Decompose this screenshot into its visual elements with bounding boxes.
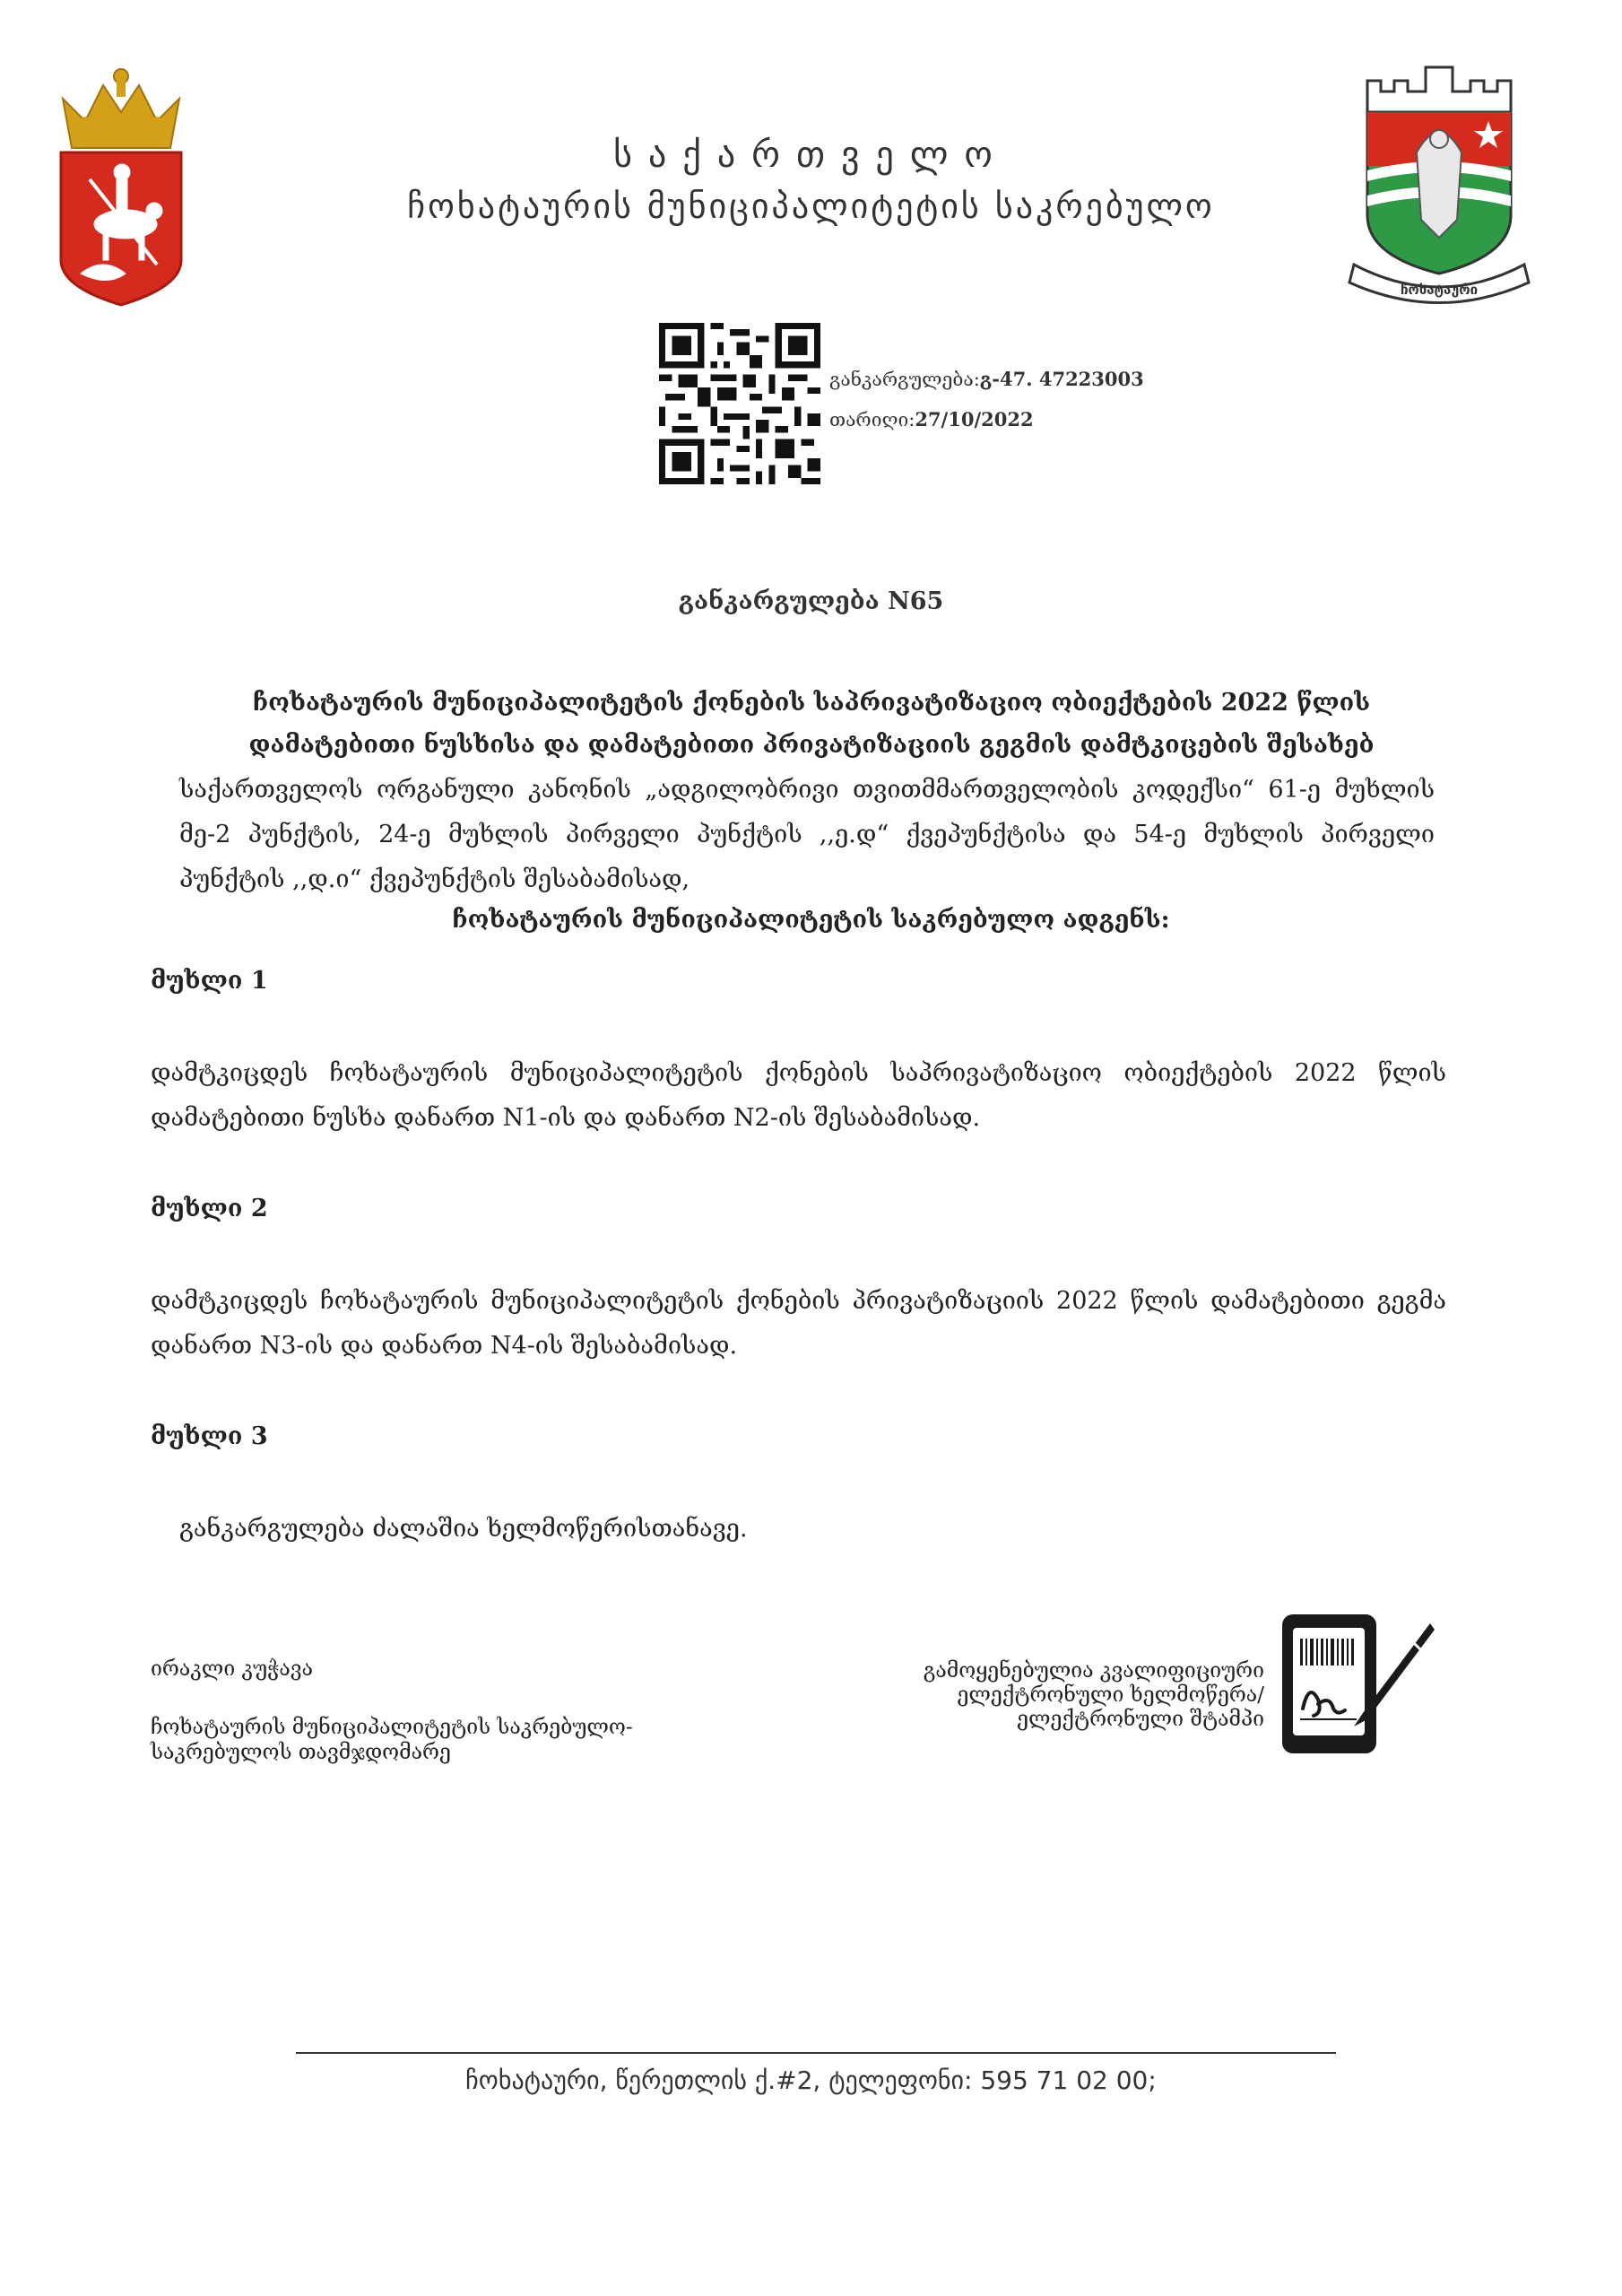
qr-code-icon xyxy=(659,323,820,484)
signatory-title: ჩოხატაურის მუნიციპალიტეტის საკრებულო-საკრებულოს თავმჯდომარე xyxy=(151,1716,633,1764)
footer-address: ჩოხატაური, წერეთლის ქ.#2, ტელეფონი: 595 71 02 00; xyxy=(465,2066,1157,2095)
document-preamble: საქართველოს ორგანული კანონის „ადგილობრივი თვითმმართველობის კოდექსი“ 61-ე მუხლის მე-2 პუნქტის, 24-ე მუხლის პირველი პუნქტის ,,ე.დ“ ქვეპუნქტისა და 54-ე მუხლის პირველი პუნქტის ,,დ.ი“ ქვეპუნქტის შესაბამისად, xyxy=(179,776,1435,893)
signatory-name: ირაკლი კუჭავა xyxy=(151,1657,314,1681)
registration-date-value: 27/10/2022 xyxy=(915,408,1034,430)
electronic-signature-icon xyxy=(1278,1610,1435,1758)
header-council: ჩოხატაურის მუნიციპალიტეტის საკრებულო xyxy=(407,187,1215,226)
article-3-heading: მუხლი 3 xyxy=(151,1422,268,1450)
header-country: საქართველო xyxy=(613,135,1009,176)
registration-number-value: გ-47. 47223003 xyxy=(979,368,1144,390)
document-subject: ჩოხატაურის მუნიციპალიტეტის ქონების საპრივატიზაციო ობიექტების 2022 წლის დამატებითი ნუსხისა და დამატებითი პრივატიზაციის გეგმის დამტკიცების შესახებ xyxy=(248,689,1375,759)
esign-note: გამოყენებულია კვალიფიციური ელექტრონული ხელმოწერა/ ელექტრონული შტამპი xyxy=(923,1659,1264,1731)
svg-text:ჩოხატაური: ჩოხატაური xyxy=(1400,282,1479,298)
registration-number-label: განკარგულება: xyxy=(829,369,980,390)
decree-statement: ჩოხატაურის მუნიციპალიტეტის საკრებულო ადგენს: xyxy=(452,906,1170,934)
registration-date-label: თარიღი: xyxy=(829,409,915,430)
registration-number xyxy=(829,368,1144,390)
registration-date xyxy=(829,408,1034,430)
article-1-text: დამტკიცდეს ჩოხატაურის მუნიციპალიტეტის ქონების საპრივატიზაციო ობიექტების 2022 წლის დამატებითი ნუსხა დანართ N1-ის და დანართ N2-ის შესაბამისად. xyxy=(151,1059,1446,1132)
document-title: განკარგულება N65 xyxy=(678,587,944,615)
article-2-heading: მუხლი 2 xyxy=(151,1195,268,1222)
article-3-text: განკარგულება ძალაშია ხელმოწერისთანავე. xyxy=(179,1515,748,1543)
footer-divider xyxy=(296,2052,1336,2054)
article-2-text: დამტკიცდეს ჩოხატაურის მუნიციპალიტეტის ქონების პრივატიზაციის 2022 წლის დამატებითი გეგმა დანართ N3-ის და დანართ N4-ის შესაბამისად. xyxy=(151,1287,1446,1360)
article-1-heading: მუხლი 1 xyxy=(151,967,268,995)
